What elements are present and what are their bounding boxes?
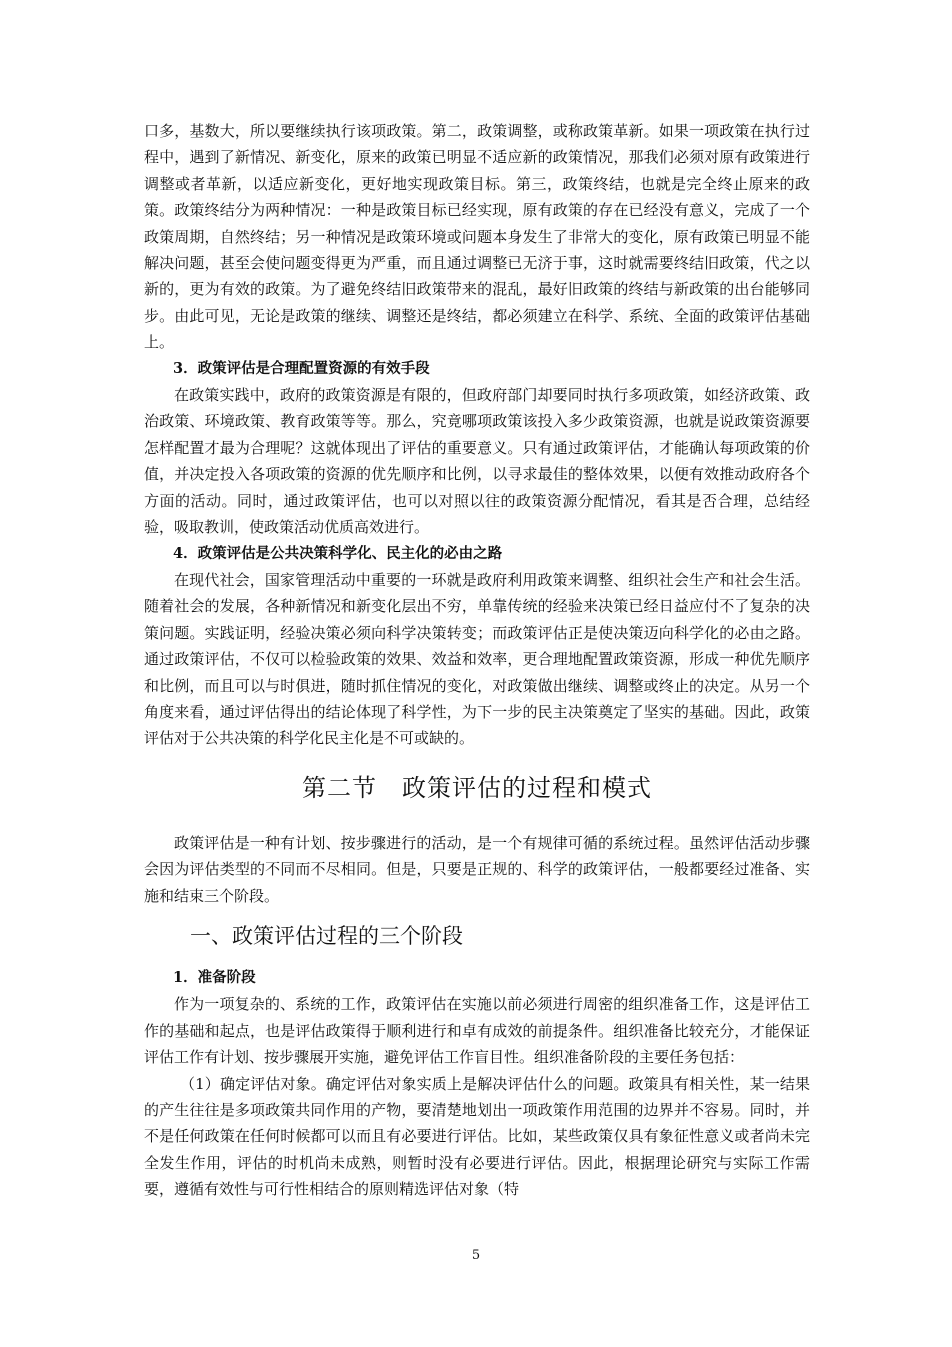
paragraph-preparation-stage: 作为一项复杂的、系统的工作，政策评估在实施以前必须进行周密的组织准备工作，这是评估工作的基础和起点，也是评估政策得于顺利进行和卓有成效的前提条件。组织准备比较充分，才能保证评估工作有计划、按步骤展开实施，避免评估工作盲目性。组织准备阶段的主要任务包括： (144, 995, 810, 1067)
section-title: 第二节 政策评估的过程和模式 (302, 773, 652, 802)
paragraph-policy-termination: 口多，基数大，所以要继续执行该项政策。第二，政策调整，或称政策革新。如果一项政策在执行过程中，遇到了新情况、新变化，原来的政策已明显不适应新的政策情况，那我们必须对原有政策进行调整或者革新，以适应新变化，更好地实现政策目标。第三，政策终结，也就是完全终止原来的政策。政策终结分为两种情况：一种是政策目标已经实现，原有政策的存在已经没有意义，完成了一个政策周期，自然终结；另一种情况是政策环境或问题本身发生了非常大的变化，原有政策已明显不能解决问题，甚至会使问题变得更为严重，而且通过调整已无济于事，这时就需要终结旧政策，代之以新的，更为有效的政策。为了避免终结旧政策带来的混乱，最好旧政策的终结与新政策的出台能够同步。由此可见，无论是政策的继续、调整还是终结，都必须建立在科学、系统、全面的政策评估基础上。 (144, 122, 810, 352)
heading-resource-allocation: 3．政策评估是合理配置资源的有效手段 (173, 359, 430, 377)
heading-preparation-stage: 1．准备阶段 (173, 968, 256, 986)
paragraph-resource-allocation: 在政策实践中，政府的政策资源是有限的，但政府部门却要同时执行多项政策，如经济政策、政治政策、环境政策、教育政策等等。那么，究竟哪项政策该投入多少政策资源，也就是说政策资源要怎样配置才最为合理呢？这就体现出了评估的重要意义。只有通过政策评估，才能确认每项政策的价值，并决定投入各项政策的资源的优先顺序和比例，以寻求最佳的整体效果，以便有效推动政府各个方面的活动。同时，通过政策评估，也可以对照以往的政策资源分配情况，看其是否合理，总结经验，吸取教训，使政策活动优质高效进行。 (144, 386, 810, 537)
page-number: 5 (471, 1248, 481, 1263)
paragraph-section-intro: 政策评估是一种有计划、按步骤进行的活动，是一个有规律可循的系统过程。虽然评估活动步骤会因为评估类型的不同而不尽相同。但是，只要是正规的、科学的政策评估，一般都要经过准备、实施和结束三个阶段。 (144, 833, 810, 905)
page-body (144, 118, 810, 1203)
chapter-title: 一、政策评估过程的三个阶段 (190, 923, 463, 948)
paragraph-scientific-democratic: 在现代社会，国家管理活动中重要的一环就是政府利用政策来调整、组织社会生产和社会生活。随着社会的发展，各种新情况和新变化层出不穷，单靠传统的经验来决策已经日益应付不了复杂的决策问题。实践证明，经验决策必须向科学决策转变；而政策评估正是使决策迈向科学化的必由之路。通过政策评估，不仅可以检验政策的效果、效益和效率，更合理地配置政策资源，形成一种优先顺序和比例，而且可以与时俱进，随时抓住情况的变化，对政策做出继续、调整或终止的决定。从另一个角度来看，通过评估得出的结论体现了科学性，为下一步的民主决策奠定了坚实的基础。因此，政策评估对于公共决策的科学化民主化是不可或缺的。 (144, 570, 810, 748)
paragraph-determine-object: （1）确定评估对象。确定评估对象实质上是解决评估什么的问题。政策具有相关性，某一结果的产生往往是多项政策共同作用的产物，要清楚地划出一项政策作用范围的边界并不容易。同时，并不是任何政策在任何时候都可以而且有必要进行评估。比如，某些政策仅具有象征性意义或者尚未完全发生作用，评估的时机尚未成熟，则暂时没有必要进行评估。因此，根据理论研究与实际工作需要，遵循有效性与可行性相结合的原则精选评估对象（特 (144, 1074, 810, 1199)
heading-scientific-democratic: 4．政策评估是公共决策科学化、民主化的必由之路 (173, 544, 503, 562)
